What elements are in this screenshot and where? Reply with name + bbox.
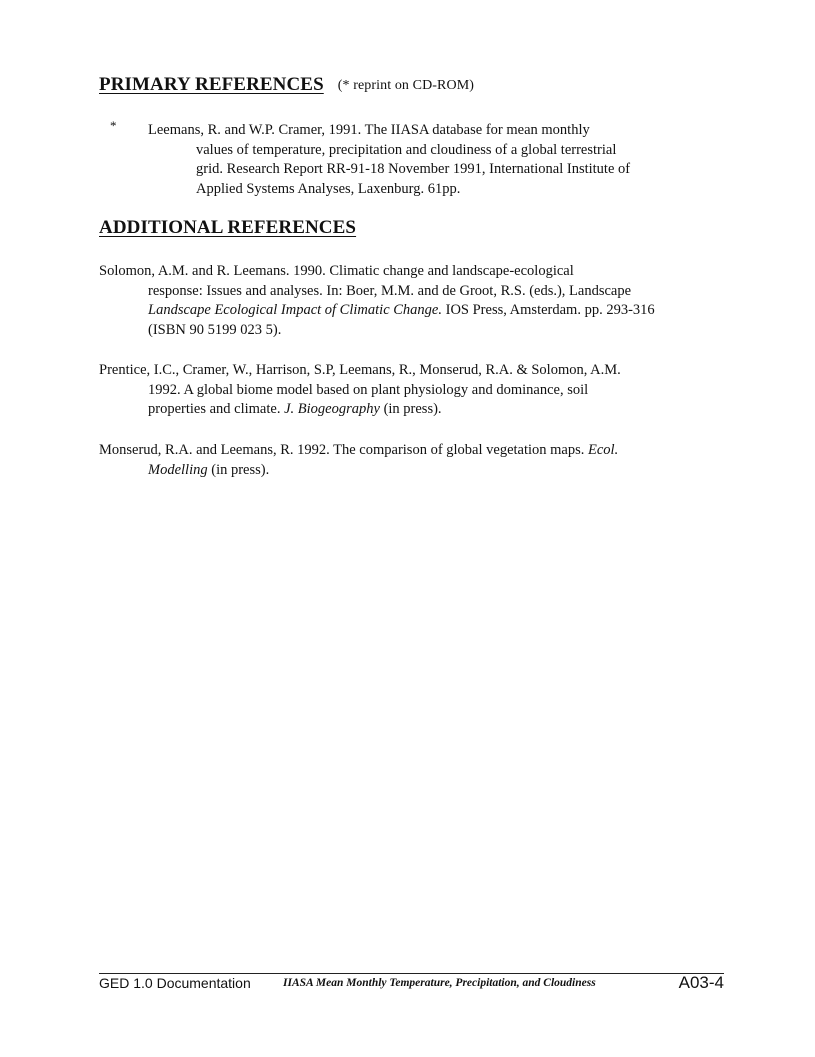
reference-line: Applied Systems Analyses, Laxenburg. 61pp. bbox=[196, 181, 461, 198]
reference-line bbox=[99, 461, 618, 481]
reference-line: values of temperature, precipitation and cloudiness of a global terrestrial bbox=[196, 141, 617, 158]
primary-reference-leemans bbox=[148, 121, 630, 200]
journal-title: Modelling bbox=[148, 461, 208, 478]
reference-line: response: Issues and analyses. In: Boer, M.M. and de Groot, R.S. (eds.), Landscape bbox=[148, 282, 632, 299]
book-title: Landscape Ecological Impact of Climatic Change. bbox=[148, 302, 442, 319]
primary-heading-text: PRIMARY REFERENCES bbox=[99, 74, 324, 95]
reference-line: Solomon, A.M. and R. Leemans. 1990. Climatic change and landscape-ecological bbox=[99, 263, 574, 279]
additional-references-heading: ADDITIONAL REFERENCES bbox=[99, 217, 357, 238]
reference-line bbox=[99, 441, 618, 461]
journal-title: J. Biogeography bbox=[284, 401, 380, 418]
reference-line: (ISBN 90 5199 023 5). bbox=[148, 322, 282, 339]
reference-text: Monserud, R.A. and Leemans, R. 1992. The comparison of global vegetation maps. bbox=[99, 442, 589, 458]
reference-status: (in press). bbox=[379, 401, 442, 418]
reference-monserud bbox=[99, 441, 618, 480]
reference-line bbox=[99, 400, 621, 420]
reference-solomon bbox=[99, 262, 655, 341]
reference-line: grid. Research Report RR-91-18 November 1991, International Institute of bbox=[196, 161, 631, 178]
page-number: A03-4 bbox=[678, 973, 724, 992]
footer-rule bbox=[99, 973, 724, 974]
reference-line: Prentice, I.C., Cramer, W., Harrison, S.P, Leemans, R., Monserud, R.A. & Solomon, A.M. bbox=[99, 362, 621, 378]
primary-references-heading bbox=[99, 74, 474, 96]
reference-status: (in press). bbox=[207, 461, 270, 478]
reference-line: 1992. A global biome model based on plant physiology and dominance, soil bbox=[148, 381, 589, 398]
reprint-marker: * bbox=[110, 118, 117, 133]
reprint-note: (* reprint on CD-ROM) bbox=[337, 78, 474, 93]
footer-doc-label: GED 1.0 Documentation bbox=[99, 975, 251, 991]
publisher-info: IOS Press, Amsterdam. pp. 293-316 bbox=[442, 302, 655, 319]
reference-prentice bbox=[99, 361, 621, 420]
footer-doc-title: IIASA Mean Monthly Temperature, Precipitation, and Cloudiness bbox=[283, 977, 596, 989]
reference-text: properties and climate. bbox=[148, 401, 285, 418]
reference-line: Leemans, R. and W.P. Cramer, 1991. The IIASA database for mean monthly bbox=[148, 122, 590, 138]
reference-line bbox=[99, 301, 655, 321]
journal-title: Ecol. bbox=[588, 442, 619, 458]
